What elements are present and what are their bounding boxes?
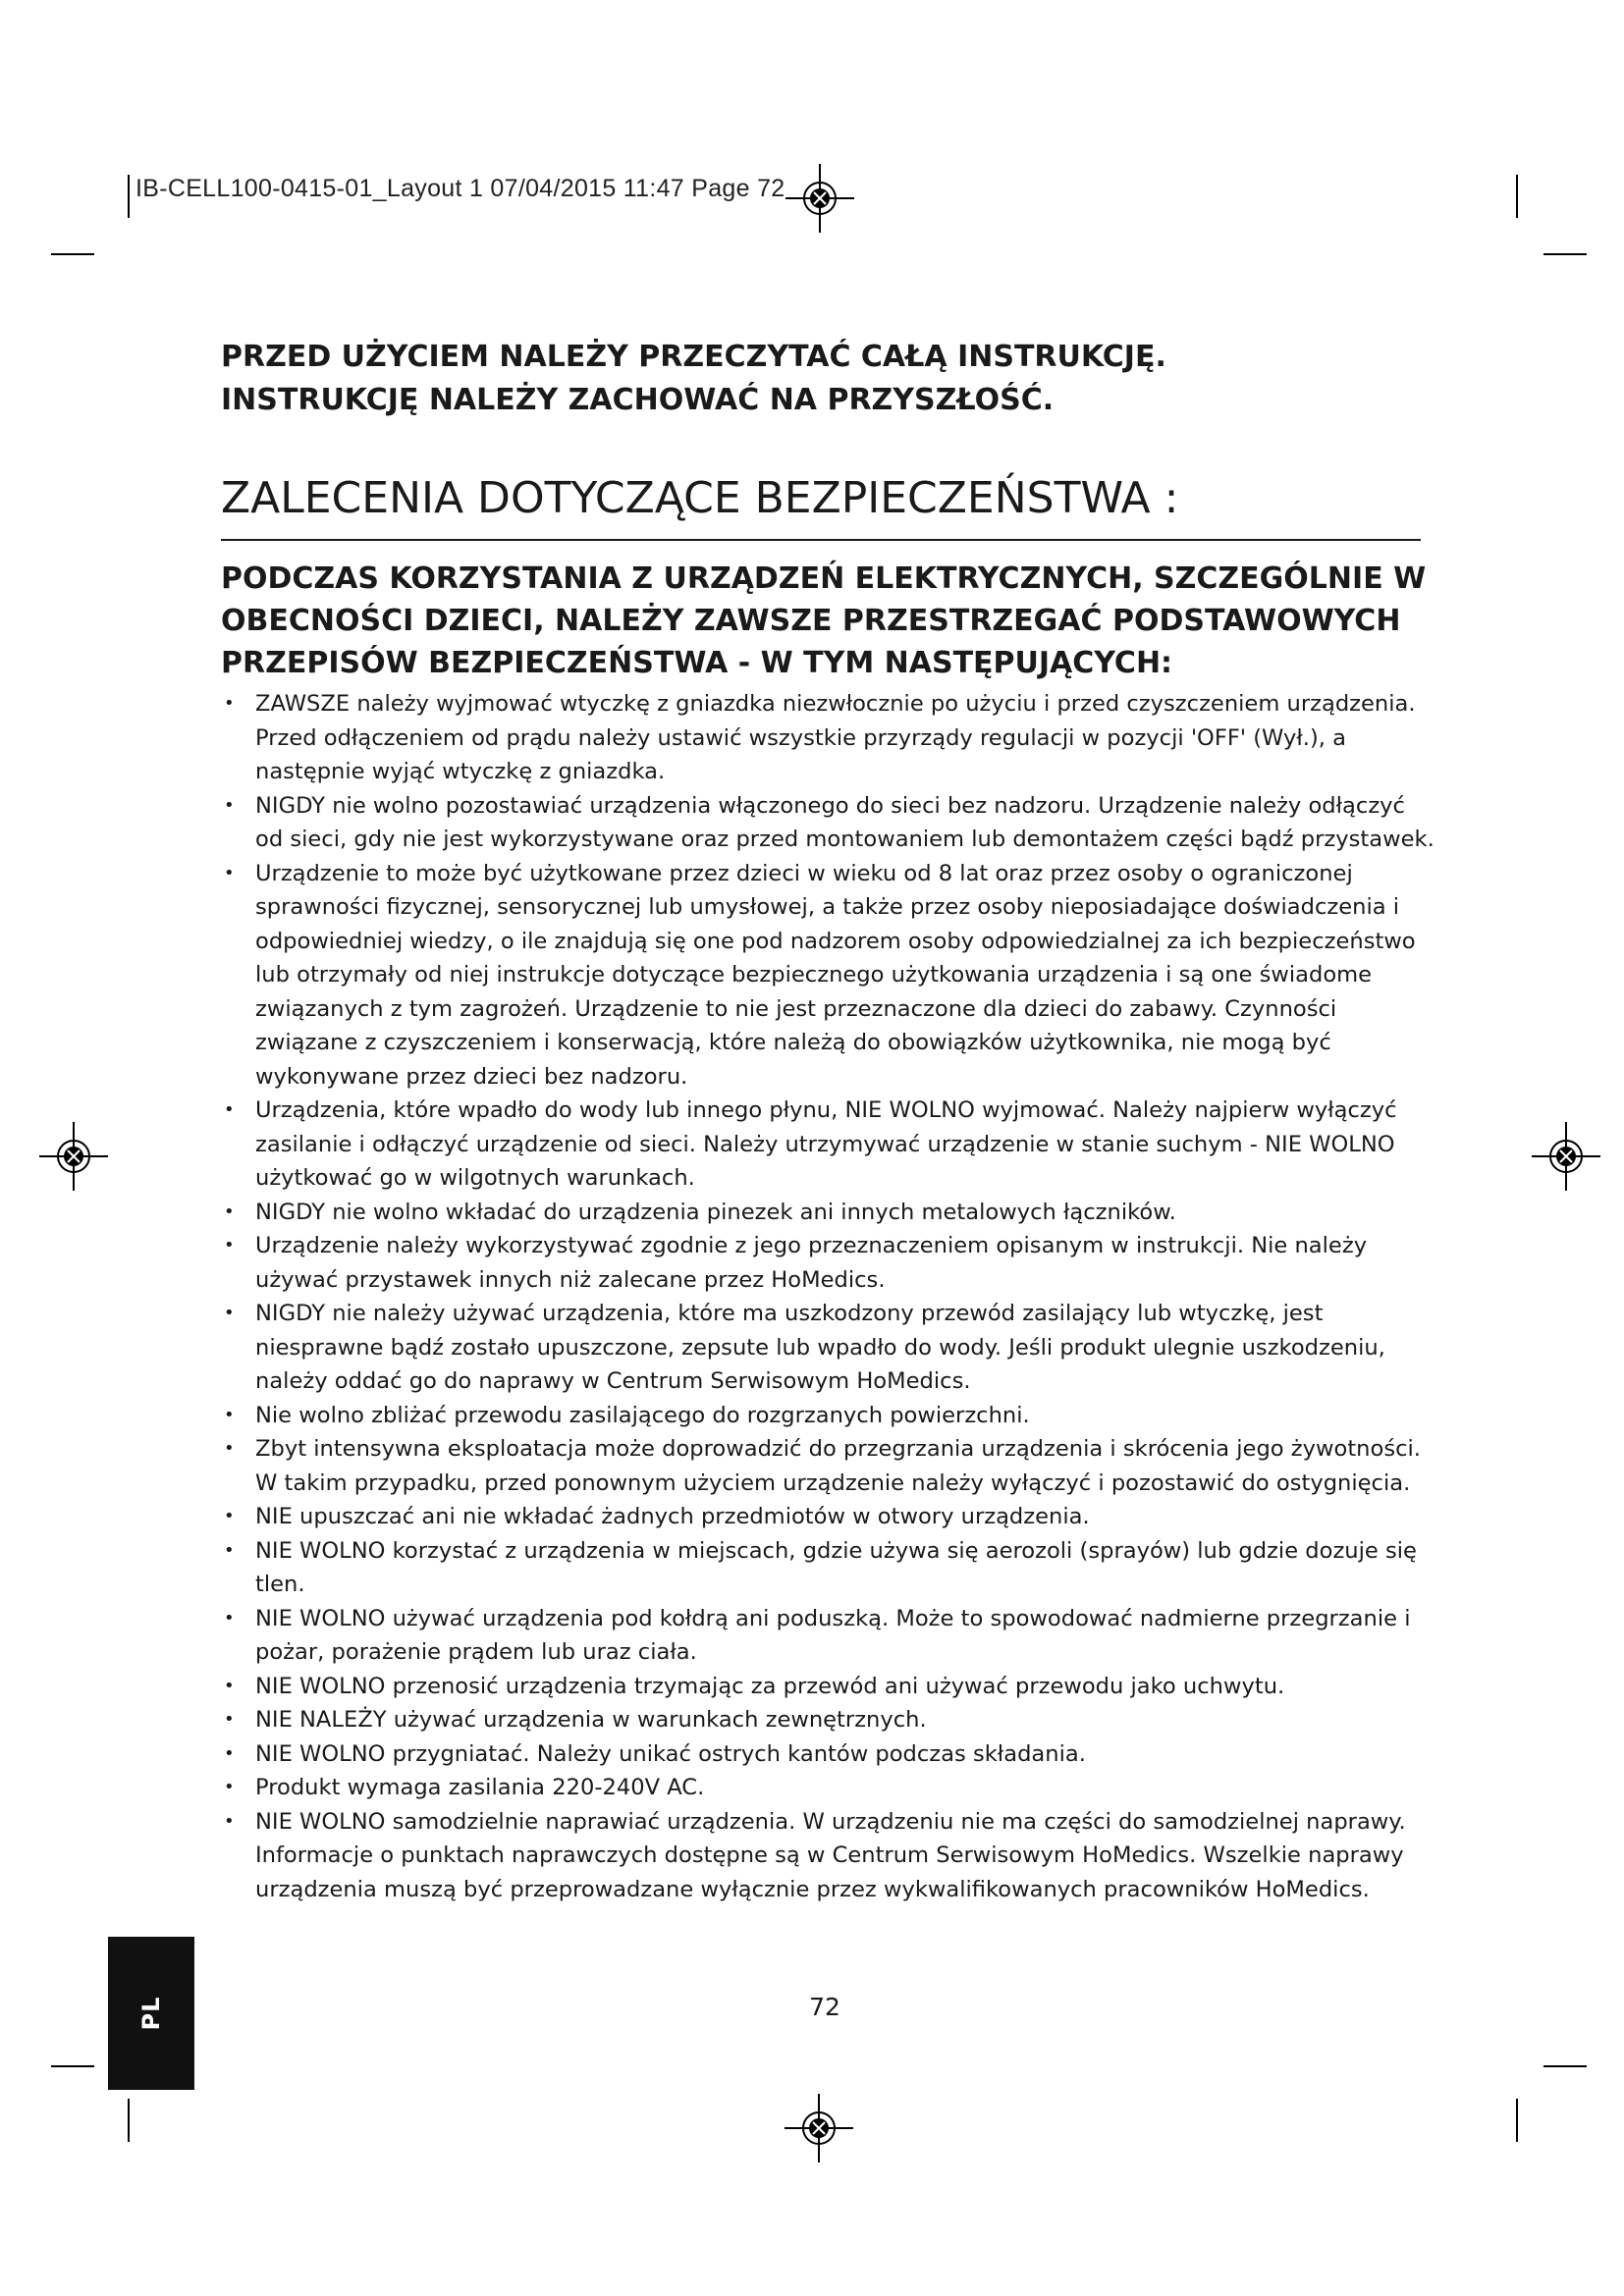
list-item: • NIE WOLNO używać urządzenia pod kołdrą ani poduszką. Może to spowodować nadmierne przegrzanie i pożar, porażenie prądem lub uraz ciała.	[218, 1602, 1435, 1670]
subheading-line-1: PODCZAS KORZYSTANIA Z URZĄDZEŃ ELEKTRYCZNYCH, SZCZEGÓLNIE W	[221, 561, 1427, 596]
list-item: • Produkt wymaga zasilania 220-240V AC.	[218, 1771, 1435, 1805]
crop-mark-bottom-right-horizontal	[1543, 2065, 1587, 2067]
intro-warning	[221, 336, 1419, 422]
crop-mark-top-left-vertical	[128, 175, 130, 218]
crop-mark-bottom-left-vertical	[128, 2099, 130, 2142]
list-item: • Urządzenie to może być użytkowane przez dzieci w wieku od 8 lat oraz przez osoby o ograniczonej sprawności fizycznej, sensorycznej lub umysłowej, a także przez osoby nieposiadające doświadczenia i odpowiedniej wiedzy, o ile znajdują się one pod nadzorem osoby odpowiedzialnej za ich bezpieczeństwo lub otrzymały od niej instrukcje dotyczące bezpiecznego użytkowania urządzenia i są one świadome związanych z tym zagrożeń. Urządzenie to nie jest przeznaczone dla dzieci do zabawy. Czynności związane z czyszczeniem i konserwacją, które należą do obowiązków użytkownika, nie mogą być wykonywane przez dzieci bez nadzoru.	[218, 857, 1435, 1095]
list-item: • NIGDY nie wolno wkładać do urządzenia pinezek ani innych metalowych łączników.	[218, 1196, 1435, 1230]
subheading-line-2: OBECNOŚCI DZIECI, NALEŻY ZAWSZE PRZESTRZEGAĆ PODSTAWOWYCH	[221, 604, 1401, 638]
list-item: • NIGDY nie wolno pozostawiać urządzenia włączonego do sieci bez nadzoru. Urządzenie należy odłączyć od sieci, gdy nie jest wykorzystywane oraz przed montowaniem lub demontażem części bądź przystawek.	[218, 789, 1435, 857]
list-item: • NIE WOLNO przygniatać. Należy unikać ostrych kantów podczas składania.	[218, 1737, 1435, 1772]
language-tab-label: PL	[137, 1996, 165, 2031]
list-item: • ZAWSZE należy wyjmować wtyczkę z gniazdka niezwłocznie po użyciu i przed czyszczeniem urządzenia. Przed odłączeniem od prądu należy ustawić wszystkie przyrządy regulacji w pozycji 'OFF' (Wył.), a następnie wyjąć wtyczkę z gniazdka.	[218, 687, 1435, 789]
list-item: • NIGDY nie należy używać urządzenia, które ma uszkodzony przewód zasilający lub wtyczkę, jest niesprawne bądź zostało upuszczone, zepsute lub wpadło do wody. Jeśli produkt ulegnie uszkodzeniu, należy oddać go do naprawy w Centrum Serwisowym HoMedics.	[218, 1297, 1435, 1399]
print-slug-line: IB-CELL100-0415-01_Layout 1 07/04/2015 11:47 Page 72	[135, 175, 785, 202]
list-item: • Nie wolno zbliżać przewodu zasilającego do rozgrzanych powierzchni.	[218, 1399, 1435, 1433]
list-item: • NIE WOLNO korzystać z urządzenia w miejscach, gdzie używa się aerozoli (sprayów) lub gdzie dozuje się tlen.	[218, 1534, 1435, 1602]
list-item: • NIE upuszczać ani nie wkładać żadnych przedmiotów w otwory urządzenia.	[218, 1500, 1435, 1534]
list-item: • NIE WOLNO samodzielnie naprawiać urządzenia. W urządzeniu nie ma części do samodzielnej naprawy. Informacje o punktach naprawczych dostępne są w Centrum Serwisowym HoMedics. Wszelkie naprawy urządzenia muszą być przeprowadzane wyłącznie przez wykwalifikowanych pracowników HoMedics.	[218, 1805, 1435, 1907]
crop-mark-bottom-right-vertical	[1516, 2099, 1518, 2142]
crop-mark-top-left-horizontal	[51, 253, 94, 255]
intro-line-1: PRZED UŻYCIEM NALEŻY PRZECZYTAĆ CAŁĄ INSTRUKCJĘ.	[221, 340, 1166, 374]
crop-mark-top-right-horizontal	[1543, 253, 1587, 255]
section-title: ZALECENIA DOTYCZĄCE BEZPIECZEŃSTWA :	[221, 473, 1179, 523]
registration-mark-left-icon	[39, 1122, 108, 1191]
registration-mark-right-icon	[1532, 1122, 1600, 1191]
subheading-line-3: PRZEPISÓW BEZPIECZEŃSTWA - W TYM NASTĘPUJĄCYCH:	[221, 646, 1173, 680]
intro-line-2: INSTRUKCJĘ NALEŻY ZACHOWAĆ NA PRZYSZŁOŚĆ.	[221, 383, 1055, 417]
page-number: 72	[809, 1993, 840, 2021]
registration-mark-top-icon	[785, 164, 854, 233]
title-underline	[221, 539, 1421, 541]
list-item: • NIE WOLNO przenosić urządzenia trzymając za przewód ani używać przewodu jako uchwytu.	[218, 1670, 1435, 1704]
crop-mark-bottom-left-horizontal	[51, 2065, 94, 2067]
list-item: • Zbyt intensywna eksploatacja może doprowadzić do przegrzania urządzenia i skrócenia jego żywotności. W takim przypadku, przed ponownym użyciem urządzenie należy wyłączyć i pozostawić do ostygnięcia.	[218, 1432, 1435, 1500]
list-item: • NIE NALEŻY używać urządzenia w warunkach zewnętrznych.	[218, 1703, 1435, 1737]
safety-subheading	[221, 558, 1429, 684]
registration-mark-bottom-icon	[785, 2094, 853, 2163]
list-item: • Urządzenia, które wpadło do wody lub innego płynu, NIE WOLNO wyjmować. Należy najpierw wyłączyć zasilanie i odłączyć urządzenie od sieci. Należy utrzymywać urządzenie w stanie suchym - NIE WOLNO użytkować go w wilgotnych warunkach.	[218, 1094, 1435, 1196]
crop-mark-top-right-vertical	[1516, 175, 1518, 218]
language-tab	[108, 1937, 194, 2090]
list-item: • Urządzenie należy wykorzystywać zgodnie z jego przeznaczeniem opisanym w instrukcji. Nie należy używać przystawek innych niż zalecane przez HoMedics.	[218, 1229, 1435, 1297]
safety-list	[218, 687, 1435, 1906]
